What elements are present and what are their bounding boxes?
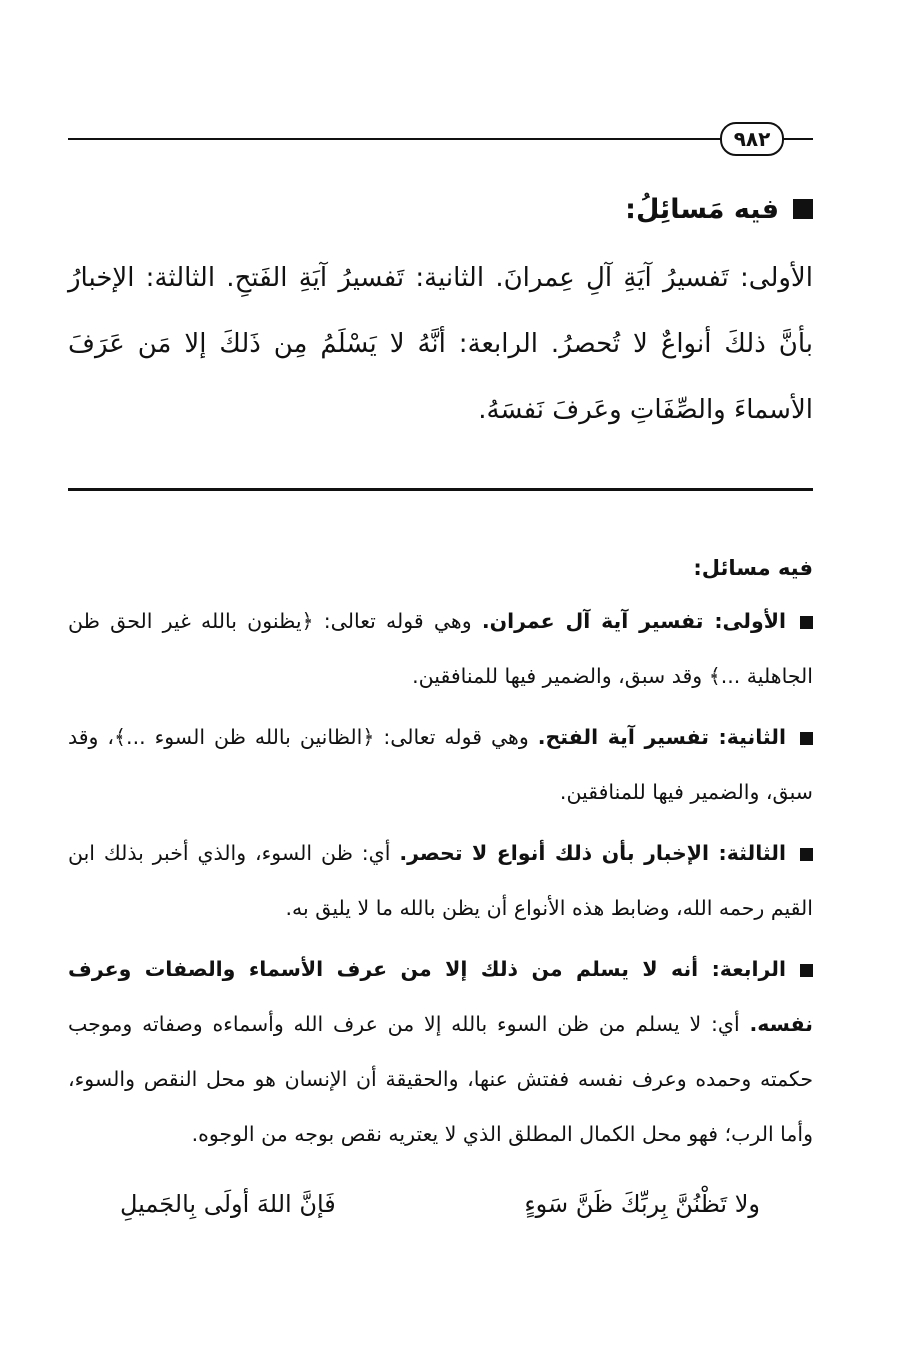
text-paragraph: الأولى: تَفسيرُ آيَةِ آلِ عِمرانَ. الثانية: تَفسيرُ آيَةِ الفَتحِ. الثالثة: الإخبارُ بأنَّ ذلكَ أنواعٌ لا تُحصرُ. الرابعة: أنَّهُ لا يَسْلَمُ مِن ذَلكَ إلا مَن عَرَفَ الأسماءَ والصِّفَاتِ وعَرفَ نَفسَهُ. [68,263,813,425]
page-number: ٩٨٢ [720,122,784,156]
commentary-heading: فيه مسائل: [693,556,813,580]
verse-hemistich-first: ولا تَظْنُنَّ بِربِّكَ ظَنَّ سَوءٍ [524,1190,760,1218]
item-text: أي: ظن السوء، والذي أخبر بذلك ابن القيم رحمه الله، وضابط هذه الأنواع أن يظن بالله ما لا يليق به. [68,841,813,920]
commentary-block [68,548,813,1162]
item-text: وهي قوله تعالى: ﴿الظانين بالله ظن السوء ...﴾، وقد سبق، والضمير فيها للمنافقين. [68,725,813,804]
commentary-item [68,594,813,704]
item-label: الثالثة: الإخبار بأن ذلك أنواع لا تحصر. [399,841,786,865]
square-bullet-icon [793,199,813,219]
text-block [68,185,813,443]
square-bullet-icon [800,732,813,745]
header-rule [68,138,813,140]
commentary-item [68,710,813,820]
text-heading-label: فيه مَسائِلُ: [625,193,779,225]
item-text: أي: لا يسلم من ظن السوء بالله إلا من عرف الله وأسماءه وصفاته وموجب حكمته وحمده وعرف نفسه ففتش عنها، والحقيقة أن الإنسان هو محل النقص والسوء، وأما الرب؛ فهو محل الكمال المطلق الذي لا يعتريه نقص بوجه من الوجوه. [68,1012,813,1146]
item-label: الأولى: تفسير آية آل عمران. [481,609,786,633]
square-bullet-icon [800,848,813,861]
item-label: الرابعة: أنه لا يسلم من ذلك إلا من عرف الأسماء والصفات وعرف نفسه. [68,957,813,1036]
section-divider [68,488,813,491]
item-label: الثانية: تفسير آية الفتح. [537,725,786,749]
text-heading [68,185,813,233]
verse-hemistich-second: فَإنَّ اللهَ أولَى بِالجَميلِ [120,1190,336,1218]
square-bullet-icon [800,616,813,629]
item-text: وهي قوله تعالى: ﴿يظنون بالله غير الحق ظن الجاهلية ...﴾ وقد سبق، والضمير فيها للمنافقين. [68,609,813,688]
commentary-item [68,826,813,936]
poem-verse [100,1190,760,1230]
commentary-item [68,942,813,1162]
square-bullet-icon [800,964,813,977]
